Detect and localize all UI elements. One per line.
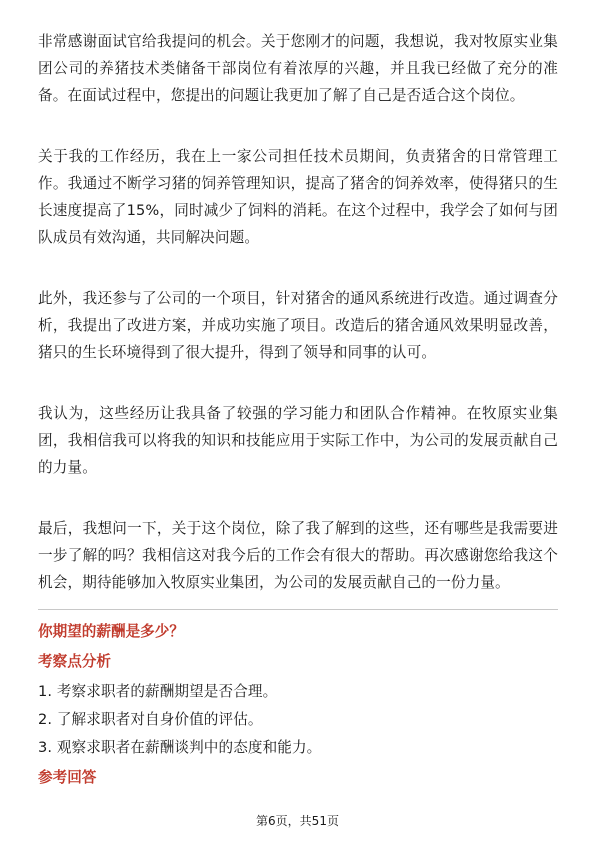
answer-paragraph-5: 最后，我想问一下，关于这个岗位，除了我了解到的这些，还有哪些是我需要进一步了解的吗？我相信这对我今后的工作会有很大的帮助。再次感谢您给我这个机会，期待能够加入牧原实业集团，为公司的发展贡献自己的一份力量。: [38, 520, 558, 591]
analysis-point: 2. 了解求职者对自身价值的评估。: [38, 711, 263, 728]
document-page: [38, 0, 558, 842]
answer-paragraph-3: 此外，我还参与了公司的一个项目，针对猪舍的通风系统进行改造。通过调查分析，我提出了改进方案，并成功实施了项目。改造后的猪舍通风效果明显改善，猪只的生长环境得到了很大提升，得到了领导和同事的认可。: [38, 290, 558, 361]
answer-paragraph-4: 我认为，这些经历让我具备了较强的学习能力和团队合作精神。在牧原实业集团，我相信我可以将我的知识和技能应用于实际工作中，为公司的发展贡献自己的力量。: [38, 405, 558, 476]
analysis-point: 3. 观察求职者在薪酬谈判中的态度和能力。: [38, 739, 322, 756]
reference-answer-heading: 参考回答: [38, 769, 97, 786]
section-divider: [38, 609, 558, 610]
analysis-list: [38, 678, 558, 762]
page-number: 第6页，共51页: [256, 814, 339, 828]
answer-paragraph-2: 关于我的工作经历，我在上一家公司担任技术员期间，负责猪舍的日常管理工作。我通过不断学习猪的饲养管理知识，提高了猪舍的饲养效率，使得猪只的生长速度提高了15%，同时减少了饲料的消耗。在这个过程中，我学会了如何与团队成员有效沟通，共同解决问题。: [38, 148, 558, 246]
analysis-heading: 考察点分析: [38, 653, 111, 670]
answer-paragraph-1: 非常感谢面试官给我提问的机会。关于您刚才的问题，我想说，我对牧原实业集团公司的养猪技术类储备干部岗位有着浓厚的兴趣，并且我已经做了充分的准备。在面试过程中，您提出的问题让我更加了解了自己是否适合这个岗位。: [38, 33, 558, 104]
interview-question: 你期望的薪酬是多少？: [38, 623, 184, 640]
analysis-point: 1. 考察求职者的薪酬期望是否合理。: [38, 683, 278, 700]
